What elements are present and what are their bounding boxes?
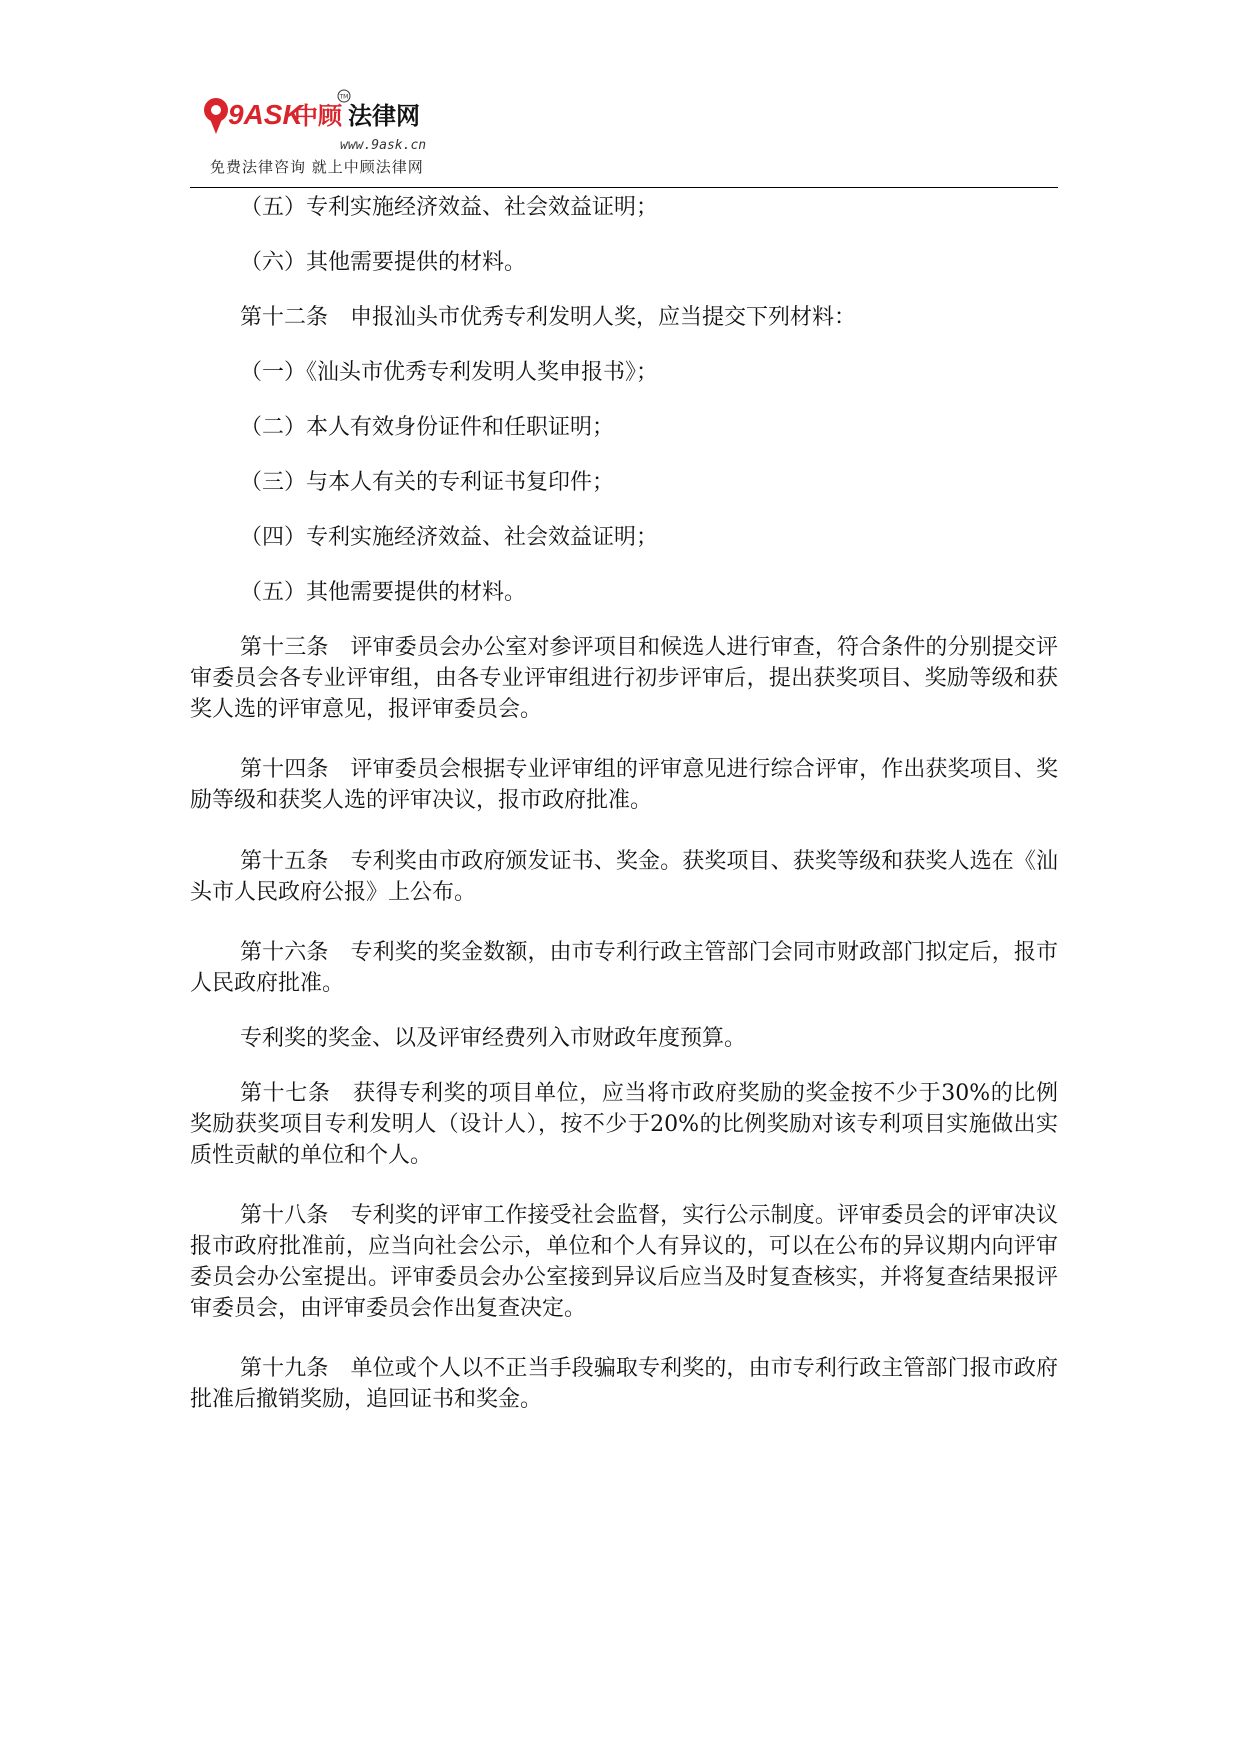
logo-pin-icon [204,98,228,134]
paragraph: 第十三条 评审委员会办公室对参评项目和候选人进行审查，符合条件的分别提交评审委员会各专业评审组，由各专业评审组进行初步评审后，提出获奖项目、奖励等级和获奖人选的评审意见，报评审委员会。 [190,635,1058,722]
paragraph: 第十二条 申报汕头市优秀专利发明人奖，应当提交下列材料： [240,305,857,330]
paragraph: 第十七条 获得专利奖的项目单位，应当将市政府奖励的奖金按不少于30%的比例奖励获奖项目专利发明人（设计人），按不少于20%的比例奖励对该专利项目实施做出实质性贡献的单位和个人。 [190,1081,1058,1168]
logo-mark-text: 9ASK [228,99,303,130]
paragraph: 第十四条 评审委员会根据专业评审组的评审意见进行综合评审，作出获奖项目、奖励等级和获奖人选的评审决议，报市政府批准。 [190,757,1058,813]
paragraph: （五）其他需要提供的材料。 [240,580,527,605]
paragraph: 第十五条 专利奖由市政府颁发证书、奖金。获奖项目、获奖等级和获奖人选在《汕头市人民政府公报》上公布。 [190,849,1058,905]
site-slogan: 免费法律咨询 就上中顾法律网 [210,158,424,176]
paragraph: 第十九条 单位或个人以不正当手段骗取专利奖的，由市专利行政主管部门报市政府批准后撤销奖励，追回证书和奖金。 [190,1356,1058,1412]
paragraph: （六）其他需要提供的材料。 [240,250,527,275]
paragraph: （二）本人有效身份证件和任职证明； [240,415,615,440]
paragraph: 专利奖的奖金、以及评审经费列入市财政年度预算。 [240,1026,747,1051]
paragraph: 第十六条 专利奖的奖金数额，由市专利行政主管部门会同市财政部门拟定后，报市人民政府批准。 [190,940,1058,996]
trademark-text: TM [339,93,349,101]
header-divider [190,187,1058,188]
logo-brand-text: 中顾 [294,102,342,130]
site-url[interactable]: www.9ask.cn [340,138,427,153]
logo-suffix-text: 法律网 [348,102,420,130]
paragraph: （五）专利实施经济效益、社会效益证明； [240,195,659,220]
paragraph: （四）专利实施经济效益、社会效益证明； [240,525,659,550]
document-body [190,192,1058,1415]
paragraph: （一）《汕头市优秀专利发明人奖申报书》； [240,360,659,385]
paragraph: 第十八条 专利奖的评审工作接受社会监督，实行公示制度。评审委员会的评审决议报市政府批准前，应当向社会公示，单位和个人有异议的，可以在公布的异议期内向评审委员会办公室提出。评审委员会办公室接到异议后应当及时复查核实，并将复查结果报评审委员会，由评审委员会作出复查决定。 [190,1203,1058,1321]
page-header [190,88,1070,180]
paragraph: （三）与本人有关的专利证书复印件； [240,470,615,495]
